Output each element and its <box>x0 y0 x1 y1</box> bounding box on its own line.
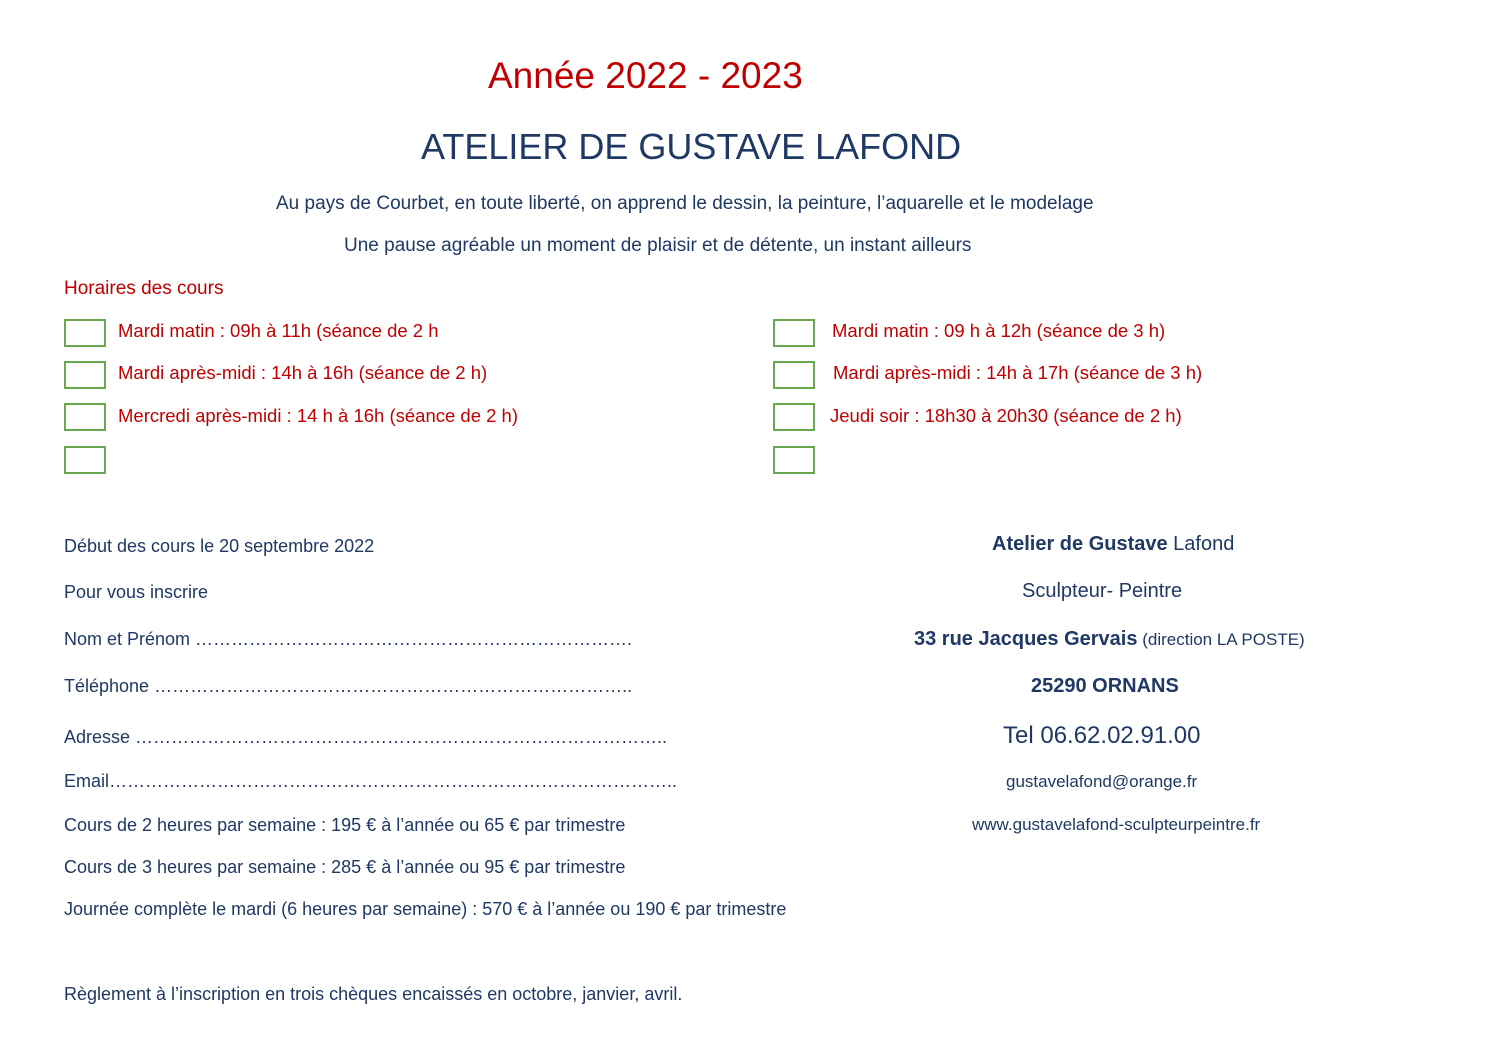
start-date: Début des cours le 20 septembre 2022 <box>64 536 375 556</box>
payment-note: Règlement à l’inscription en trois chèques encaissés en octobre, janvier, avril. <box>64 984 683 1004</box>
checkbox-tue-morning-3h[interactable] <box>773 319 815 347</box>
slot-label-tue-morning-3h: Mardi matin : 09 h à 12h (séance de 3 h) <box>832 320 1166 341</box>
email-field[interactable]: Email………………………………………………………………………………….. <box>64 771 678 791</box>
slot-label-tue-morning-2h: Mardi matin : 09h à 11h (séance de 2 h <box>118 320 439 341</box>
contact-website[interactable]: www.gustavelafond-sculpteurpeintre.fr <box>972 815 1261 834</box>
checkbox-right-empty[interactable] <box>773 446 815 474</box>
year-heading: Année 2022 - 2023 <box>488 55 803 96</box>
checkbox-tue-afternoon-2h[interactable] <box>64 361 106 389</box>
slot-label-thu-evening-2h: Jeudi soir : 18h30 à 20h30 (séance de 2 h) <box>830 405 1182 426</box>
contact-phone: Tel 06.62.02.91.00 <box>1003 722 1201 749</box>
price-3h: Cours de 3 heures par semaine : 285 € à l’année ou 95 € par trimestre <box>64 857 626 877</box>
contact-street-bold: 33 rue Jacques Gervais <box>914 628 1138 650</box>
checkbox-thu-evening-2h[interactable] <box>773 403 815 431</box>
slot-label-tue-afternoon-2h: Mardi après-midi : 14h à 16h (séance de 2 h) <box>118 362 488 383</box>
contact-email[interactable]: gustavelafond@orange.fr <box>1006 772 1198 791</box>
checkbox-wed-afternoon-2h[interactable] <box>64 403 106 431</box>
price-2h: Cours de 2 heures par semaine : 195 € à l’année ou 65 € par trimestre <box>64 815 626 835</box>
schedule-heading: Horaires des cours <box>64 278 224 299</box>
name-field[interactable]: Nom et Prénom ………………………………………………………………. <box>64 629 633 649</box>
register-heading: Pour vous inscrire <box>64 582 209 602</box>
address-field[interactable]: Adresse …………………………………………………………………………….. <box>64 727 668 747</box>
contact-street-note: (direction LA POSTE) <box>1137 630 1305 649</box>
contact-name <box>992 533 1234 556</box>
checkbox-tue-afternoon-3h[interactable] <box>773 361 815 389</box>
checkbox-tue-morning-2h[interactable] <box>64 319 106 347</box>
contact-name-bold: Atelier de Gustave <box>992 533 1168 555</box>
phone-field[interactable]: Téléphone …………………………………………………………………….. <box>64 676 633 696</box>
page-title: ATELIER DE GUSTAVE LAFOND <box>421 126 962 167</box>
subtitle-1: Au pays de Courbet, en toute liberté, on apprend le dessin, la peinture, l’aquarelle et le modelage <box>276 193 1094 214</box>
subtitle-2: Une pause agréable un moment de plaisir et de détente, un instant ailleurs <box>344 235 972 256</box>
price-full-day: Journée complète le mardi (6 heures par semaine) : 570 € à l’année ou 190 € par trimestre <box>64 899 787 919</box>
contact-name-rest: Lafond <box>1167 533 1235 555</box>
contact-city: 25290 ORNANS <box>1031 675 1179 697</box>
contact-street <box>914 628 1305 651</box>
checkbox-left-empty[interactable] <box>64 446 106 474</box>
slot-label-wed-afternoon-2h: Mercredi après-midi : 14 h à 16h (séance de 2 h) <box>118 405 519 426</box>
contact-role: Sculpteur- Peintre <box>1022 580 1183 602</box>
slot-label-tue-afternoon-3h: Mardi après-midi : 14h à 17h (séance de 3 h) <box>833 362 1203 383</box>
